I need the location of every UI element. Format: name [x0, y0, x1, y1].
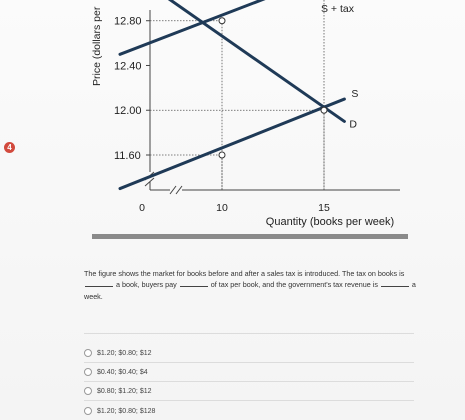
option-rule	[84, 362, 414, 363]
radio-button[interactable]	[84, 407, 92, 415]
radio-button[interactable]	[84, 387, 92, 395]
series-line	[120, 0, 344, 121]
x-tick-label: 15	[318, 202, 330, 214]
y-tick-label: 11.60	[114, 150, 141, 162]
y-axis-title: Price (dollars per	[91, 6, 103, 86]
answer-option-3[interactable]	[84, 385, 334, 397]
series-label: S + tax	[321, 3, 354, 15]
radio-button[interactable]	[84, 349, 92, 357]
x-axis-break-mark	[176, 186, 182, 194]
radio-button[interactable]	[84, 368, 92, 376]
answer-option-label: $1.20; $0.80; $12	[97, 349, 152, 357]
data-point	[219, 152, 225, 158]
series-label: S	[351, 88, 359, 101]
question-number-badge: 4	[4, 142, 15, 153]
y-tick-label: 12.80	[114, 15, 142, 28]
question-text	[84, 268, 424, 302]
x-axis-title: Quantity (books per week)	[265, 216, 395, 228]
x-axis-break-mark	[170, 186, 176, 194]
answer-option-1[interactable]	[84, 347, 334, 359]
question-text-part4: a week.	[84, 280, 416, 301]
question-text-part2: a book, buyers pay	[116, 280, 177, 290]
data-point	[321, 107, 327, 113]
data-point	[219, 18, 225, 24]
answer-option-label: $0.40; $0.40; $4	[97, 368, 148, 376]
question-text-part3: of tax per book, and the government's tax revenue is	[210, 280, 378, 290]
answer-blank-3	[381, 279, 409, 287]
y-tick-label: 12.40	[114, 60, 142, 73]
answer-option-2[interactable]	[84, 366, 334, 378]
x-tick-label: 10	[216, 202, 228, 214]
question-text-part1: The figure shows the market for books before and after a sales tax is introduced. The tax on books is	[84, 269, 405, 278]
answer-option-4[interactable]	[84, 405, 334, 417]
option-rule	[84, 400, 414, 401]
options-top-rule	[84, 333, 414, 334]
answer-blank-1	[85, 279, 113, 287]
option-rule	[84, 381, 414, 382]
answer-blank-2	[180, 279, 208, 287]
x-tick-label: 0	[139, 202, 145, 214]
chart-divider	[92, 234, 408, 239]
series-line	[120, 99, 344, 189]
answer-option-label: $0.80; $1.20; $12	[97, 387, 152, 395]
y-tick-label: 12.00	[114, 105, 142, 118]
series-label: D	[349, 118, 357, 131]
answer-option-label: $1.20; $0.80; $128	[97, 407, 156, 415]
